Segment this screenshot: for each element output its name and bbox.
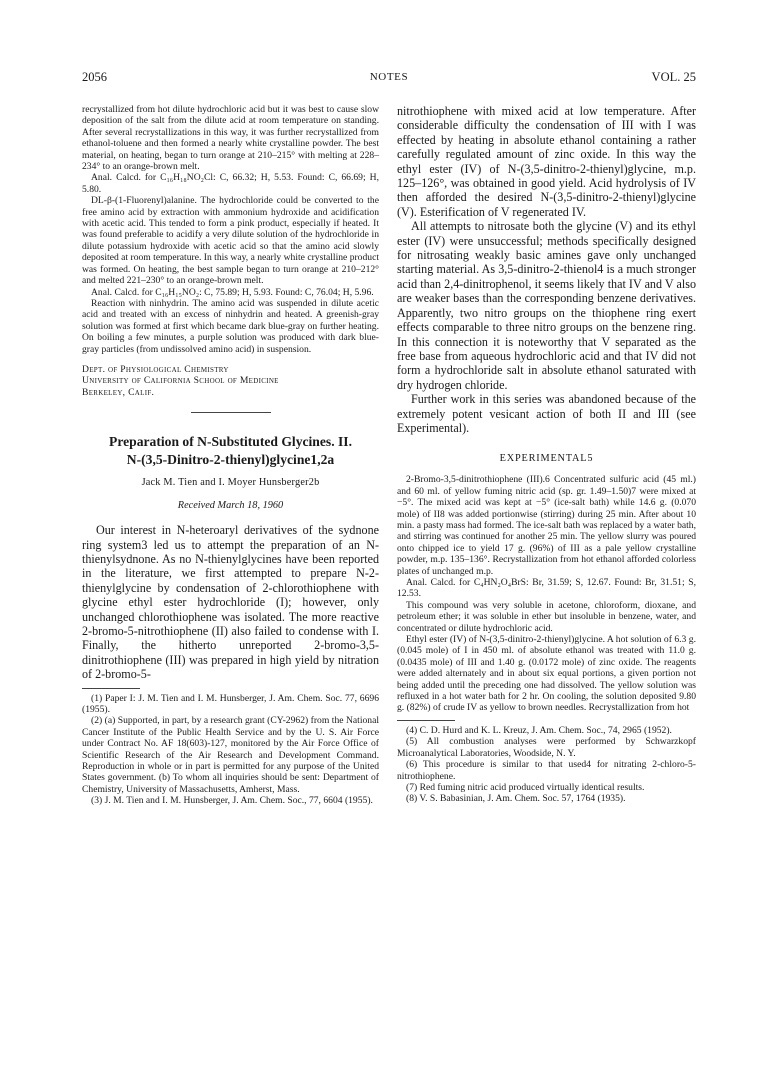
paragraph: Further work in this series was abandoned because of the extremely potent vesicant action of both II and III (see Experimental). <box>397 392 696 435</box>
footnote-rule <box>397 720 455 721</box>
footnote: (6) This procedure is similar to that used4 for nitrating 2-chloro-5-nitrothiophene. <box>397 759 696 782</box>
paragraph: Reaction with ninhydrin. The amino acid was suspended in dilute acetic acid and treated with an excess of ninhydrin and heated. A greenish-gray solution was formed at first which became dark blue-gray on further heating. On boiling a few minutes, a purple solution was produced with dark blue-gray particles (from undissolved amino acid) in suspension. <box>82 297 379 355</box>
analysis-paragraph: Anal. Calcd. for C₁₆H₁₈NO₂Cl: C, 66.32; H, 5.53. Found: C, 66.69; H, 5.80. <box>82 172 379 195</box>
paragraph: Ethyl ester (IV) of N-(3,5-dinitro-2-thienyl)glycine. A hot solution of 6.3 g. (0.045 mole) of I in 450 ml. of absolute ethanol was treated with 11.0 g. (0.0435 mole) of III and 1.40 g. (0.0172 mole) of zinc oxide. The reagents were added alternately and in about six equal portions, a given portion not being added until the preceding one had dissolved. The yellow solution was refluxed in a hot water bath for 2 hr. On cooling, the solution deposited 9.80 g. (82%) of crude IV as yellow to brown needles. Recrystallization from hot <box>397 634 696 714</box>
footnote: (5) All combustion analyses were performed by Schwarzkopf Microanalytical Laboratories, Woodside, N. Y. <box>397 736 696 759</box>
footnote: (8) V. S. Babasinian, J. Am. Chem. Soc. 57, 1764 (1935). <box>406 793 626 805</box>
right-column <box>397 104 696 805</box>
paragraph: recrystallized from hot dilute hydrochloric acid but it was best to cause slow deposition of the salt from the dilute acid at room temperature on standing. After several recrystallizations in this way, it was further recrystallized from ethanol-toluene and then formed a nearly white crystalline powder. The best material, on heating, began to turn orange at 210–215° with melting at 228–234° to an orange-brown melt. <box>82 104 379 173</box>
running-header <box>82 70 696 86</box>
page-number: 2056 <box>82 70 107 84</box>
previous-article-text <box>82 104 379 355</box>
received-date: Received March 18, 1960 <box>177 500 284 512</box>
paragraph: This compound was very soluble in acetone, chloroform, dioxane, and petroleum ether; it was soluble in ether but insoluble in benzene, water, and concentrated or dilute hydrochloric acid. <box>397 599 696 634</box>
footnote-rule <box>82 688 140 689</box>
article-authors: Jack M. Tien and I. Moyer Hunsberger2b <box>141 477 320 489</box>
title-line: Preparation of N-Substituted Glycines. II. <box>109 434 352 450</box>
experimental-heading: EXPERIMENTAL5 <box>499 453 594 465</box>
footnote: (2) (a) Supported, in part, by a research grant (CY-2962) from the National Cancer Institute of the Public Health Service and by the U. S. Air Force under Contract No. AF 18(603)-127, monitored by the Air Force Office of Scientific Research of the Air Research and Development Command. Reproduction in whole or in part is permitted for any purpose of the United States government. (b) To whom all inquiries should be sent: Department of Chemistry, University of Massachusetts, Amherst, Mass. <box>82 715 379 795</box>
article-separator <box>191 412 271 413</box>
left-column <box>82 104 379 807</box>
affiliation-line: Berkeley, Calif. <box>82 386 155 398</box>
introduction-text <box>82 523 379 681</box>
paragraph: Our interest in N-heteroaryl derivatives of the sydnone ring system3 led us to attempt the preparation of an N-thienylsydnone. As no N-thienylglycines have been reported in the literature, we first attempted to prepare N-2-thienylglycine by condensation of 2-chlorothiophene with glycine ethyl ester hydrochloride (I); however, only unchanged chlorothiophene was isolated. The more reactive 2-bromo-5-nitrothiophene (II) also failed to condense with I. Finally, the hitherto unreported 2-bromo-3,5-dinitrothiophene (III) was prepared in high yield by nitration of 2-bromo-5- <box>82 523 379 682</box>
affiliation-line: University of California School of Medicine <box>82 375 279 387</box>
footnotes <box>397 725 696 805</box>
affiliation-line: Dept. of Physiological Chemistry <box>82 363 229 375</box>
footnote: (1) Paper I: J. M. Tien and I. M. Hunsberger, J. Am. Chem. Soc. 77, 6696 (1955). <box>82 692 379 716</box>
article-title <box>82 433 379 469</box>
body-text <box>397 104 696 435</box>
footnote: (3) J. M. Tien and I. M. Hunsberger, J. Am. Chem. Soc., 77, 6604 (1955). <box>91 795 373 807</box>
footnotes <box>82 693 379 807</box>
section-title: NOTES <box>369 71 409 83</box>
analysis-paragraph: Anal. Calcd. for C₄HN₂O₄BrS: Br, 31.59; S, 12.67. Found: Br, 31.51; S, 12.53. <box>397 577 696 600</box>
paragraph: 2-Bromo-3,5-dinitrothiophene (III).6 Concentrated sulfuric acid (45 ml.) and 60 ml. of yellow fuming nitric acid (sp. gr. 1.49–1.50)7 were mixed at −5°. The mixed acid was kept at −5° (ice-salt bath) while 14.6 g. (0.070 mole) of II8 was added portionwise (stirring) during 25 min. After about 10 min. a pasty mass had formed. The ice-salt bath was replaced by a water bath, and stirring was continued for another 25 min. The yellow slurry was poured onto chipped ice to yield 17 g. (96%) of III as a pale yellow crystalline powder, m.p. 135–136°. Recrystallization from hot ethanol afforded colorless plates of unchanged m.p. <box>397 474 696 577</box>
author-affiliation <box>82 364 379 398</box>
paragraph: DL-β-(1-Fluorenyl)alanine. The hydrochloride could be converted to the free amino acid by extraction with ammonium hydroxide and acidification with acetic acid. This tended to form a pink product, especially if heated. It was found preferable to acidify a very dilute solution of the hydrochloride in dilute potassium hydroxide with acetic acid so that the amino acid slowly deposited at room temperature. In this way, a nearly white crystalline product was formed. On heating, the best sample began to turn orange at 210–212° and melted 221–230° to an orange-brown melt. <box>82 195 379 287</box>
analysis-paragraph: Anal. Calcd. for C₁₆H₁₅NO₂: C, 75.89; H, 5.93. Found: C, 76.04; H, 5.96. <box>91 286 374 298</box>
title-line: N-(3,5-Dinitro-2-thienyl)glycine1,2a <box>126 452 335 468</box>
paragraph: nitrothiophene with mixed acid at low temperature. After considerable difficulty the condensation of III with I was effected by heating in absolute ethanol containing a rather carefully regulated amount of zinc oxide. In this way the ethyl ester (IV) of N-(3,5-dinitro-2-thienyl)glycine, m.p. 125–126°, was obtained in good yield. Acid hydrolysis of IV then afforded the desired N-(3,5-dinitro-2-thienyl)glycine (V). Esterification of V regenerated IV. <box>397 104 696 219</box>
footnote: (4) C. D. Hurd and K. L. Kreuz, J. Am. Chem. Soc., 74, 2965 (1952). <box>406 724 672 736</box>
volume-label: VOL. 25 <box>651 70 696 84</box>
experimental-text <box>397 474 696 714</box>
footnote: (7) Red fuming nitric acid produced virtually identical results. <box>406 781 645 793</box>
paragraph: All attempts to nitrosate both the glycine (V) and its ethyl ester (IV) were unsuccessful; methods specifically designed for nitrosating weakly basic amines gave only unchanged starting material. As 3,5-dinitro-2-thienol4 is a much stronger acid than 2,4-dinitrophenol, it seems likely that IV and V also are weaker bases than the corresponding benzene derivatives. Apparently, two nitro groups on the thiophene ring exert effects comparable to three nitro groups on the benzene ring. In this connection it is noteworthy that V separated as the free base from aqueous hydrochloric acid and that IV did not form a hydrochloride salt in absolute ethanol saturated with dry hydrogen chloride. <box>397 219 696 392</box>
